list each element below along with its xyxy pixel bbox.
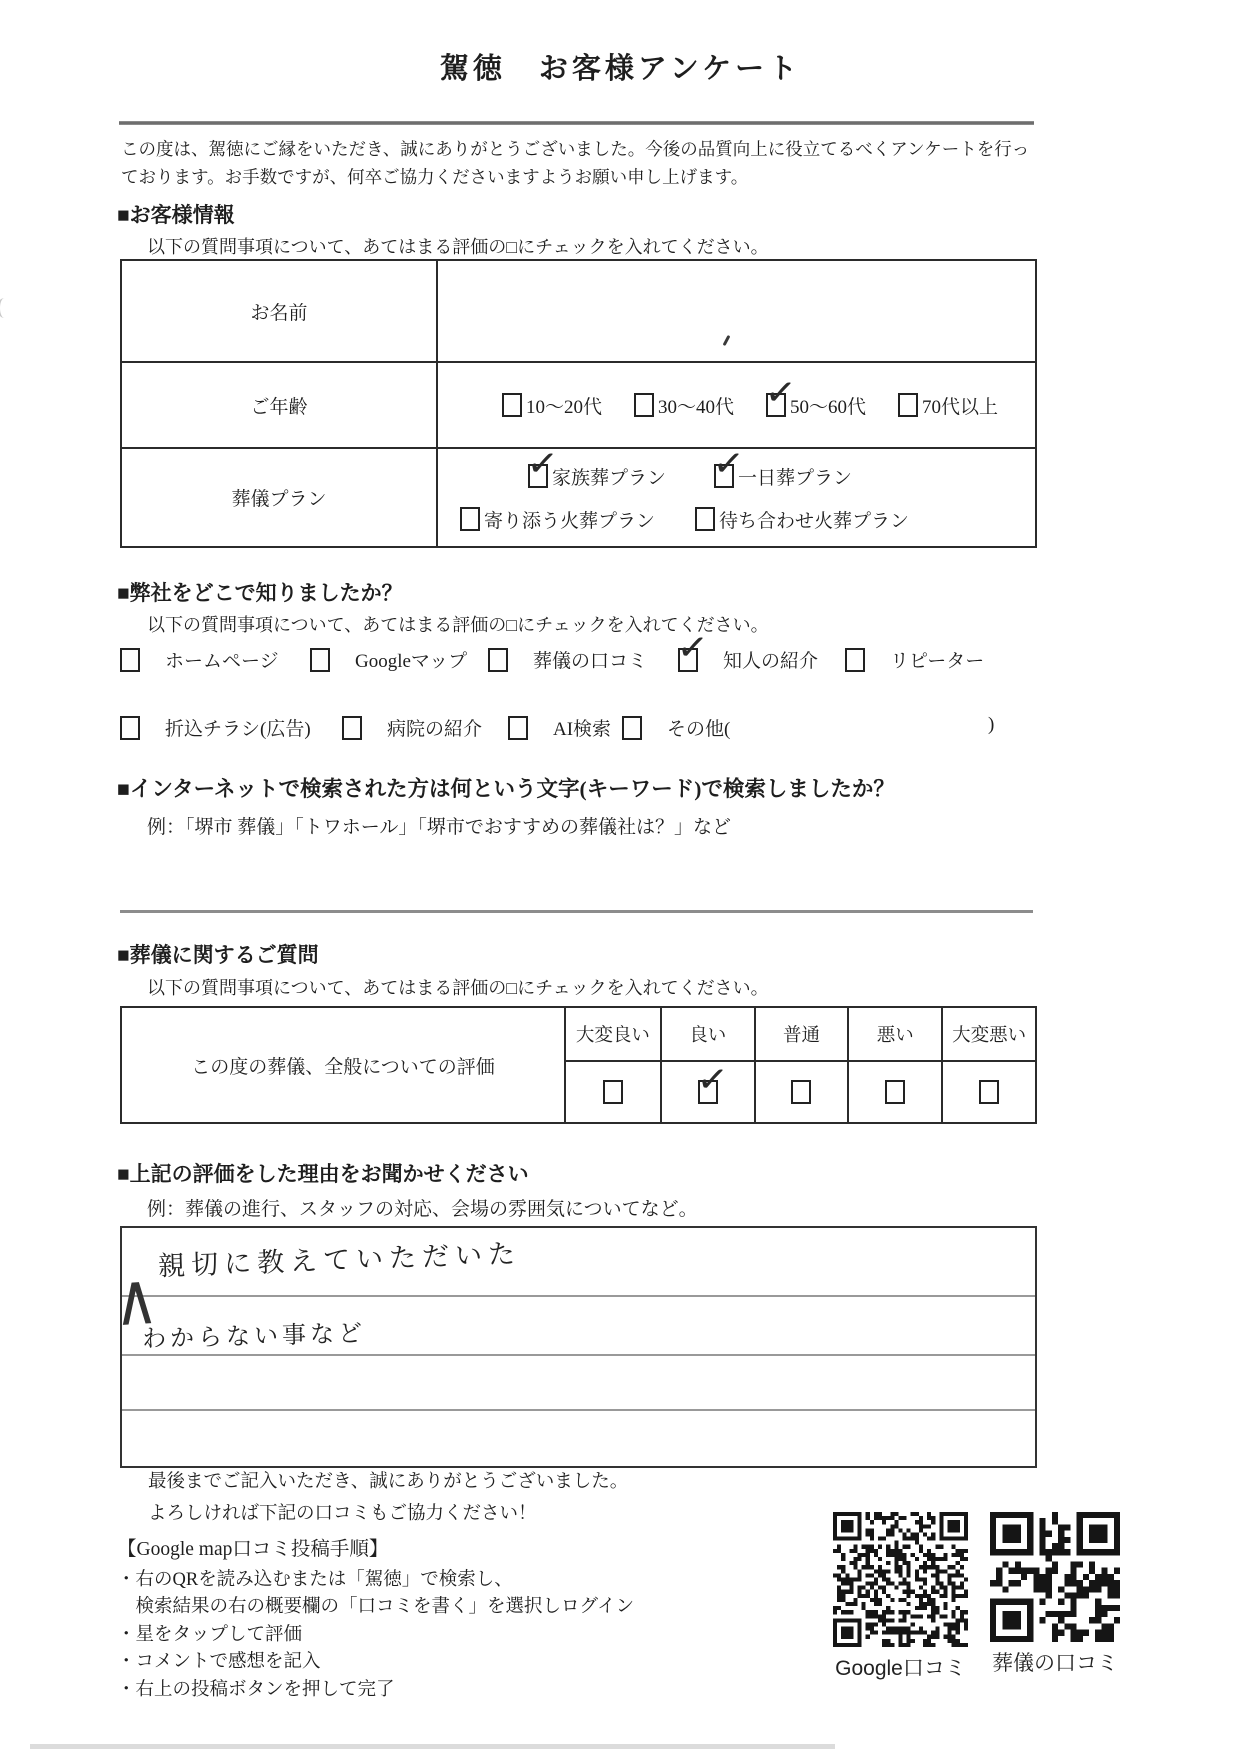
age-option-label: 70代以上 [922,396,999,418]
guide-step: ・星をタップして評価 [117,1624,303,1645]
guide-heading: 【Google map口コミ投稿手順】 [117,1539,389,1560]
checkbox-rating-normal[interactable] [791,1080,811,1104]
rating-header: 普通 [754,1008,848,1062]
source-option-label: ホームページ [165,651,279,672]
comment-writing-box[interactable] [112,1226,1037,1468]
checkbox-plan-family[interactable] [528,464,548,488]
keyword-example: 例：「堺市 葬儀」「トワホール」「堺市でおすすめの葬儀社は？」など [147,817,732,838]
checkbox-rating-bad[interactable] [885,1080,905,1104]
rating-cell [754,1062,848,1122]
intro-text: この度は、駕徳にご縁をいただき、誠にありがとうございました。今後の品質向上に役立てるべくアンケートを行っております。お手数ですが、何卒ご協力くださいますようお願い申し上げます。 [121,139,1030,187]
section-heading-source: ■弊社をどこで知りましたか？ [117,581,403,605]
checkbox-plan-cremation-accompany[interactable] [460,507,480,531]
customer-info-instruction: 以下の質問事項について、あてはまる評価の□にチェックを入れてください。 [147,237,769,257]
age-option [766,392,866,419]
source-option [488,646,647,673]
section-heading-funeral-questions: ■葬儀に関するご質問 [117,943,319,967]
ruled-line [122,1409,1035,1411]
source-option [342,714,482,741]
google-review-qr-label: Google口コミ [835,1657,966,1680]
plan-option [714,463,852,490]
plan-row-label: 葬儀プラン [122,449,438,546]
rating-cell [566,1062,660,1122]
plan-option-label: 家族葬プラン [552,467,667,489]
checkbox-source-homepage[interactable] [120,648,140,672]
section-heading-customer-info: ■お客様情報 [117,203,235,227]
plan-option [695,506,909,533]
age-option [502,392,602,419]
ruled-line [122,1295,1035,1297]
handwritten-comment-line2: わからない事など [141,1321,367,1353]
rating-header: 良い [660,1008,754,1062]
age-row-label: ご年齢 [122,363,438,447]
age-option [898,392,998,419]
source-option [622,714,730,741]
source-option [678,646,818,673]
checkbox-plan-cremation-meet[interactable] [695,507,715,531]
handwritten-comment-line1: 親切に教えていただいた [157,1238,522,1282]
source-option-label: 病院の紹介 [387,719,483,740]
source-option-label: 葬儀の口コミ [533,651,648,672]
customer-info-table [120,259,1037,548]
checkbox-age-10-20[interactable] [502,393,522,417]
source-option [120,714,311,741]
source-option-label: 折込チラシ(広告) [165,719,311,740]
checkbox-source-ai-search[interactable] [508,716,528,740]
section-divider [120,910,1033,913]
rating-cell [941,1062,1035,1122]
closing-line2: よろしければ下記の口コミもご協力ください！ [148,1504,537,1524]
closing-text [148,1466,628,1530]
plan-options-line2 [438,506,1035,533]
plan-option-label: 一日葬プラン [738,467,853,489]
source-instruction: 以下の質問事項について、あてはまる評価の□にチェックを入れてください。 [147,615,769,635]
rating-cell [660,1062,754,1122]
stray-pen-mark [723,335,731,346]
checkbox-rating-very-bad[interactable] [979,1080,999,1104]
checkbox-source-google-map[interactable] [310,648,330,672]
google-review-qr-icon [833,1512,968,1647]
checkbox-age-30-40[interactable] [634,393,654,417]
insertion-caret-mark: ∧ [112,1259,160,1341]
rating-header: 悪い [847,1008,941,1062]
funeral-review-qr-label: 葬儀の口コミ [992,1652,1118,1675]
closing-line1: 最後までご記入いただき、誠にありがとうございました。 [148,1472,629,1492]
guide-step: ・右のQRを読み込むまたは「駕徳」で検索し、 [117,1569,513,1590]
source-option-label: Googleマップ [355,651,468,672]
checkbox-rating-very-good[interactable] [603,1080,623,1104]
rating-header: 大変悪い [941,1008,1035,1062]
name-row-label: お名前 [122,261,438,361]
checkbox-source-other[interactable] [622,716,642,740]
age-option-label: 10〜20代 [526,396,603,418]
source-option-label: AI検索 [553,719,612,740]
table-row-plan [122,447,1035,546]
guide-step: ・右上の投稿ボタンを押して完了 [117,1679,395,1700]
section-heading-reason: ■上記の評価をした理由をお聞かせください [117,1162,529,1186]
table-row-age [122,361,1035,447]
plan-option [528,463,666,490]
google-review-qr-block [833,1512,968,1682]
checkbox-age-70-plus[interactable] [898,393,918,417]
ruled-line [122,1354,1035,1356]
title-divider [119,121,1034,125]
funeral-questions-instruction: 以下の質問事項について、あてはまる評価の□にチェックを入れてください。 [147,978,769,998]
age-options-cell [438,363,1035,447]
plan-option-label: 待ち合わせ火葬プラン [719,510,910,532]
guide-step: 検索結果の右の概要欄の「口コミを書く」を選択しログイン [117,1597,635,1617]
funeral-review-qr-icon [990,1512,1120,1642]
plan-options-line1 [438,463,1035,490]
evaluation-row-label: この度の葬儀、全般についての評価 [122,1008,566,1122]
scan-artifact-mark [0,298,12,318]
checkbox-source-flyer[interactable] [120,716,140,740]
rating-cell [847,1062,941,1122]
age-option-label: 30〜40代 [658,396,735,418]
reason-example: 例：葬儀の進行、スタッフの対応、会場の雰囲気についてなど。 [147,1199,698,1220]
table-row-name [122,261,1035,361]
source-option-label: その他( [667,719,731,740]
source-options-row1 [120,642,1033,680]
source-option [310,646,467,673]
source-option-label: 知人の紹介 [723,651,819,672]
name-input-area[interactable] [438,261,1035,361]
scan-artifact-line [30,1744,835,1749]
source-options-row2 [120,710,1033,748]
checkbox-source-referral[interactable] [678,648,698,672]
plan-options-cell [438,449,1035,546]
checkbox-source-repeater[interactable] [845,648,865,672]
source-option [845,646,984,673]
age-option-label: 50〜60代 [790,396,867,418]
source-option [120,646,279,673]
rating-header: 大変良い [566,1008,660,1062]
plan-option [460,506,655,533]
funeral-review-qr-block [990,1512,1120,1677]
source-option [508,714,611,741]
guide-step: ・コメントで感想を記入 [117,1652,321,1672]
checkbox-source-funeral-review[interactable] [488,648,508,672]
other-close-paren: ) [988,714,995,735]
plan-option-label: 寄り添う火葬プラン [484,510,656,532]
checkbox-rating-good[interactable] [698,1080,718,1104]
age-option [634,392,734,419]
section-heading-keyword: ■インターネットで検索された方は何という文字(キーワード)で検索しましたか？ [117,777,895,801]
checkbox-age-50-60[interactable] [766,393,786,417]
page-title: 駕徳 お客様アンケート [439,53,802,85]
checkbox-source-hospital[interactable] [342,716,362,740]
google-review-guide [117,1536,634,1704]
checkbox-plan-one-day[interactable] [714,464,734,488]
source-option-label: リピーター [890,651,985,672]
evaluation-table [120,1006,1037,1124]
